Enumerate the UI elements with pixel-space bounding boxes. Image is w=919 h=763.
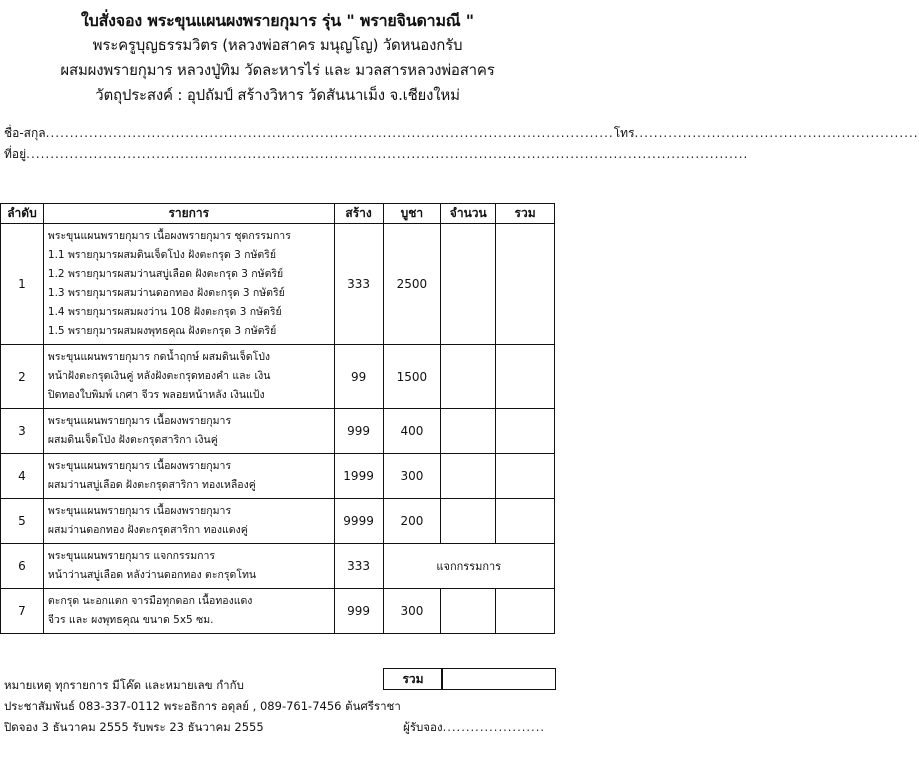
form-title: ใบสั่งจอง พระขุนแผนผงพรายกุมาร รุ่น " พรายจินดามณี ": [81, 11, 474, 30]
total-label: รวม: [383, 668, 443, 690]
row-qty-cell[interactable]: [441, 224, 496, 345]
row-items: [43, 454, 334, 499]
table-row: [1, 454, 555, 499]
item-line: ผสมว่านสบู่เลือด ฝังตะกรุดสาริกา ทองเหลืองคู่: [47, 479, 256, 491]
name-label: ชื่อ-สกุล: [4, 126, 46, 140]
phone-field[interactable]: ...........................................................: [634, 126, 919, 140]
table-header-row: [1, 204, 555, 224]
row-price: 300: [383, 454, 441, 499]
row-no: 3: [1, 409, 44, 454]
row-qty-cell[interactable]: [441, 409, 496, 454]
row-made: 999: [334, 409, 383, 454]
form-header: [0, 0, 555, 108]
item-line: ปิดทองใบพิมพ์ เกศา จีวร พลอยหน้าหลัง เงินแป้ง: [47, 389, 265, 401]
item-line: จีวร และ ผงพุทธคุณ ขนาด 5x5 ซม.: [47, 614, 214, 626]
col-no: ลำดับ: [1, 204, 44, 224]
row-items: [43, 409, 334, 454]
row-total-cell[interactable]: [496, 454, 555, 499]
item-line: พระขุนแผนพรายกุมาร เนื้อผงพรายกุมาร ชุดกรรมการ: [47, 230, 291, 242]
contact-line: ประชาสัมพันธ์ 083-337-0112 พระอธิการ อดุลย์ , 089-761-7456 ต้นศรีราชา: [4, 699, 401, 713]
item-line: พระขุนแผนพรายกุมาร เนื้อผงพรายกุมาร: [47, 460, 232, 472]
row-qty-cell[interactable]: [441, 589, 496, 634]
row-total-cell[interactable]: [496, 589, 555, 634]
row-no: 2: [1, 345, 44, 409]
name-field[interactable]: ......................................................................................................................: [45, 126, 614, 140]
row-total-cell[interactable]: [496, 224, 555, 345]
item-line: 1.3 พรายกุมารผสมว่านดอกทอง ฝังตะกรุด 3 กษัตริย์: [47, 287, 285, 299]
item-line: หน้าว่านสบู่เลือด หลังว่านดอกทอง ตะกรุดโทน: [47, 569, 257, 581]
table-row: [1, 345, 555, 409]
row-items: [43, 345, 334, 409]
order-table: [0, 203, 555, 634]
item-line: 1.5 พรายกุมารผสมผงพุทธคุณ ฝังตะกรุด 3 กษัตริย์: [47, 325, 277, 337]
item-line: พระขุนแผนพรายกุมาร แจกกรรมการ: [47, 550, 216, 562]
table-row: [1, 589, 555, 634]
address-row[interactable]: [0, 144, 749, 165]
phone-label: โทร: [613, 126, 635, 140]
row-items: [43, 499, 334, 544]
committee-note: แจกกรรมการ: [383, 544, 554, 589]
row-price: 300: [383, 589, 441, 634]
table-row: [1, 224, 555, 345]
receiver-dots: ......................: [442, 720, 545, 734]
row-no: 6: [1, 544, 44, 589]
row-price: 400: [383, 409, 441, 454]
address-field[interactable]: ......................................................................................................................................................: [26, 147, 749, 161]
item-line: พระขุนแผนพรายกุมาร เนื้อผงพรายกุมาร: [47, 505, 232, 517]
row-price: 200: [383, 499, 441, 544]
row-items: [43, 544, 334, 589]
item-line: พระขุนแผนพรายกุมาร เนื้อผงพรายกุมาร: [47, 415, 232, 427]
row-qty-cell[interactable]: [441, 454, 496, 499]
item-line: 1.2 พรายกุมารผสมว่านสบู่เลือด ฝังตะกรุด 3 กษัตริย์: [47, 268, 284, 280]
table-row: [1, 409, 555, 454]
customer-fields: [0, 123, 919, 165]
row-total-cell[interactable]: [496, 499, 555, 544]
item-line: ผสมดินเจ็ดโป่ง ฝังตะกรุดสาริกา เงินคู่: [47, 434, 218, 446]
row-items: [43, 589, 334, 634]
row-no: 1: [1, 224, 44, 345]
col-made: สร้าง: [334, 204, 383, 224]
row-qty-cell[interactable]: [441, 345, 496, 409]
row-made: 333: [334, 544, 383, 589]
row-no: 7: [1, 589, 44, 634]
item-line: หน้าฝังตะกรุดเงินคู่ หลังฝังตะกรุดทองคำ และ เงิน: [47, 370, 271, 382]
row-price: 1500: [383, 345, 441, 409]
item-line: 1.4 พรายกุมารผสมผงว่าน 108 ฝังตะกรุด 3 กษัตริย์: [47, 306, 282, 318]
item-line: ผสมว่านดอกทอง ฝังตะกรุดสาริกา ทองแดงคู่: [47, 524, 248, 536]
monk-line: พระครูบุญธรรมวิตร (หลวงพ่อสาคร มนุญโญ) วัดหนองกรับ: [92, 36, 463, 54]
col-qty: จำนวน: [441, 204, 496, 224]
note-line: หมายเหตุ ทุกรายการ มีโค๊ด และหมายเลข กำกับ: [4, 678, 244, 692]
row-no: 4: [1, 454, 44, 499]
item-line: ตะกรุด นะอกแตก จารมือทุกดอก เนื้อทองแดง: [47, 595, 253, 607]
purpose-line: วัตถุประสงค์ : อุปถัมป์ สร้างวิหาร วัดสันนาเม็ง จ.เชียงใหม่: [95, 86, 460, 104]
form-footer: [0, 675, 555, 738]
material-line: ผสมผงพรายกุมาร หลวงปู่ทิม วัดละหารไร่ และ มวลสารหลวงพ่อสาคร: [60, 61, 495, 79]
name-phone-row[interactable]: [0, 123, 919, 144]
row-price: 2500: [383, 224, 441, 345]
receiver-label: ผู้รับจอง: [403, 720, 443, 734]
row-total-cell[interactable]: [496, 409, 555, 454]
col-price: บูชา: [383, 204, 441, 224]
table-row: [1, 499, 555, 544]
row-made: 1999: [334, 454, 383, 499]
address-label: ที่อยู่: [4, 147, 27, 161]
table-row: [1, 544, 555, 589]
row-no: 5: [1, 499, 44, 544]
item-line: 1.1 พรายกุมารผสมดินเจ็ดโป่ง ฝังตะกรุด 3 กษัตริย์: [47, 249, 276, 261]
row-made: 99: [334, 345, 383, 409]
row-total-cell[interactable]: [496, 345, 555, 409]
dates-line: ปิดจอง 3 ธันวาคม 2555 รับพระ 23 ธันวาคม 2555: [4, 720, 264, 734]
row-made: 9999: [334, 499, 383, 544]
row-qty-cell[interactable]: [441, 499, 496, 544]
item-line: พระขุนแผนพรายกุมาร กดน้ำฤกษ์ ผสมดินเจ็ดโป่ง: [47, 351, 271, 363]
row-made: 999: [334, 589, 383, 634]
col-total: รวม: [496, 204, 555, 224]
receiver-field[interactable]: [403, 717, 545, 738]
col-item: รายการ: [43, 204, 334, 224]
dates-row: [0, 717, 555, 738]
row-made: 333: [334, 224, 383, 345]
row-items: [43, 224, 334, 345]
